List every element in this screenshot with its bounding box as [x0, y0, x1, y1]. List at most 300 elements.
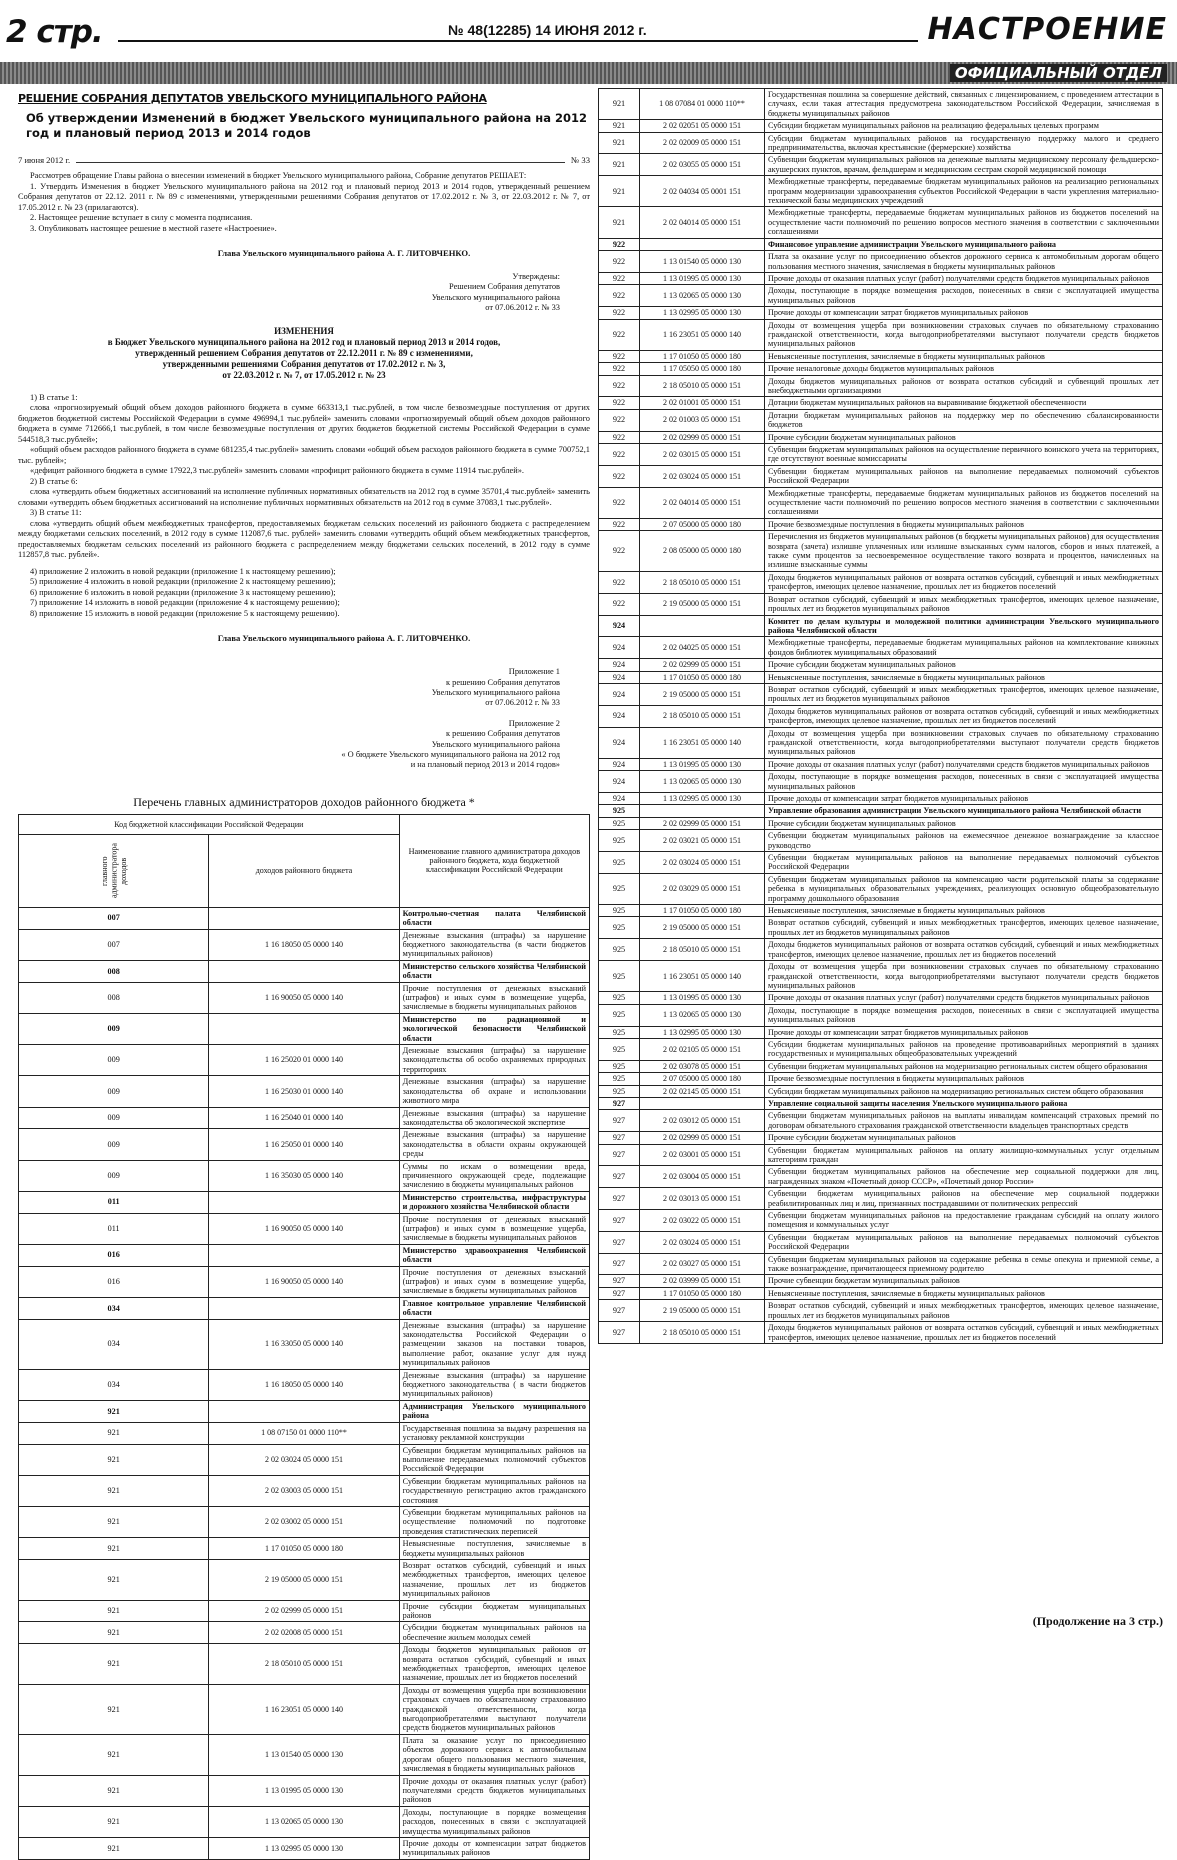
income-code-cell: 2 19 05000 05 0000 151 — [640, 1300, 765, 1322]
table-row — [599, 285, 1163, 307]
income-code-cell: 2 18 05010 05 0000 151 — [640, 571, 765, 593]
table-department-row — [19, 907, 590, 929]
administrators-list-title: Перечень главных администраторов доходов районного бюджета * — [133, 794, 475, 809]
income-code-cell: 1 13 01995 05 0000 130 — [640, 992, 765, 1004]
table-row — [599, 431, 1163, 443]
table-row — [599, 817, 1163, 829]
description-cell: Прочие безвозмездные поступления в бюджеты муниципальных районов — [765, 518, 1163, 530]
table-row — [599, 683, 1163, 705]
description-cell: Прочие доходы от компенсации затрат бюджетов муниципальных районов — [765, 1026, 1163, 1038]
table-row — [599, 207, 1163, 238]
table-row — [19, 929, 590, 960]
admin-code-cell: 921 — [19, 1444, 209, 1475]
description-cell: Доходы, поступающие в порядке возмещения расходов, понесенных в связи с эксплуатацией имущества муниципальных районов — [399, 1806, 589, 1837]
description-cell: Прочие доходы от оказания платных услуг (работ) получателями средств бюджетов муниципальных районов — [399, 1775, 589, 1806]
income-code-cell: 1 16 23051 05 0000 140 — [640, 961, 765, 992]
income-code-cell: 2 18 05010 05 0000 151 — [640, 939, 765, 961]
table-row — [19, 1622, 590, 1644]
table-row — [599, 1300, 1163, 1322]
approval-line: от 07.06.2012 г. № 33 — [485, 303, 560, 313]
description-cell: Прочие субсидии бюджетам муниципальных районов — [765, 431, 1163, 443]
income-code-cell: 2 02 04014 05 0000 151 — [640, 207, 765, 238]
income-code-cell: 1 16 33050 05 0000 140 — [209, 1319, 399, 1369]
admin-code-cell: 925 — [599, 905, 640, 917]
income-code-cell: 2 02 03012 05 0000 151 — [640, 1110, 765, 1132]
description-cell: Невыясненные поступления, зачисляемые в бюджеты муниципальных районов — [765, 350, 1163, 362]
admin-code-cell: 034 — [19, 1369, 209, 1400]
description-cell: Главное контрольное управление Челябинской области — [399, 1297, 589, 1319]
admin-code-cell: 925 — [599, 917, 640, 939]
income-code-cell: 1 17 01050 05 0000 180 — [640, 905, 765, 917]
header-name: Наименование главного администратора доходов районного бюджета, кода бюджетной классификации Российской Федерации — [399, 814, 589, 907]
description-cell: Прочие доходы от оказания платных услуг (работ) получателями средств бюджетов муниципальных районов — [765, 272, 1163, 284]
appendix-line: Приложение 2 — [508, 718, 560, 728]
description-cell: Субвенции бюджетам муниципальных районов на оплату жилищно-коммунальных услуг отдельным категориям граждан — [765, 1144, 1163, 1166]
description-cell: Субсидии бюджетам муниципальных районов на обеспечение жильем молодых семей — [399, 1622, 589, 1644]
description-cell: Прочие субсидии бюджетам муниципальных районов — [765, 659, 1163, 671]
description-cell: Межбюджетные трансферты, передаваемые бюджетам муниципальных районов на реализацию региональных программ модернизации здравоохранения субъектов Российской Федерации в части укрепления материально-технической базы медицинских учреждений — [765, 176, 1163, 207]
description-cell: Доходы, поступающие в порядке возмещения расходов, понесенных в связи с эксплуатацией имущества муниципальных районов — [765, 771, 1163, 793]
description-cell: Возврат остатков субсидий, субвенций и иных межбюджетных трансфертов, имеющих целевое назначение, прошлых лет из бюджетов муниципальных районов — [765, 683, 1163, 705]
table-row — [19, 1559, 590, 1600]
admin-code-cell: 922 — [599, 375, 640, 397]
income-code-cell: 1 16 25040 01 0000 140 — [209, 1107, 399, 1129]
income-code-cell: 2 02 03022 05 0000 151 — [640, 1210, 765, 1232]
description-cell: Доходы бюджетов муниципальных районов от возврата остатков субсидий, субвенций и иных межбюджетных трансфертов, имеющих целевое назначение, прошлых лет из бюджетов поселений — [765, 1322, 1163, 1344]
table-department-row — [19, 1400, 590, 1422]
admin-code-cell: 921 — [599, 154, 640, 176]
admin-code-cell: 927 — [599, 1275, 640, 1287]
admin-code-cell: 922 — [599, 251, 640, 273]
description-cell: Доходы от возмещения ущерба при возникновении страховых случаев по обязательному страхованию гражданской ответственности, когда выгодоприобретателями выступают получатели средств бюджетов муниципальных районов — [765, 727, 1163, 758]
table-row — [19, 1369, 590, 1400]
table-department-row — [19, 1013, 590, 1044]
description-cell: Прочие неналоговые доходы бюджетов муниципальных районов — [765, 363, 1163, 375]
income-code-cell: 2 02 03002 05 0000 151 — [209, 1506, 399, 1537]
income-code-cell: 2 02 03055 05 0000 151 — [640, 154, 765, 176]
admin-code-cell: 925 — [599, 992, 640, 1004]
admin-code-cell: 924 — [599, 793, 640, 805]
income-code-cell: 1 16 35030 05 0000 140 — [209, 1160, 399, 1191]
description-cell: Прочие безвозмездные поступления в бюджеты муниципальных районов — [765, 1073, 1163, 1085]
admin-code-cell: 009 — [19, 1076, 209, 1107]
income-code-cell — [640, 238, 765, 250]
admin-code-cell: 922 — [599, 350, 640, 362]
table-department-row — [599, 615, 1163, 637]
income-code-cell: 1 13 01995 05 0000 130 — [640, 272, 765, 284]
description-cell: Комитет по делам культуры и молодежной политики администрации Увельского муниципального района Челябинской области — [765, 615, 1163, 637]
table-row — [599, 120, 1163, 132]
changes-subheading: в Бюджет Увельского муниципального района на 2012 год и плановый период 2013 и 2014 годов, утвержденный решением Собрания депутатов от 22.12.2011 г. № 89 с изменениями, утвержденными решениями Собрания депутатов от 17.02.2012 г. № 3, от 22.03.2012 г. № 7, от 17.05.2012 г. № 23 — [107, 336, 501, 380]
table-row — [19, 1600, 590, 1622]
table-row — [19, 982, 590, 1013]
table-row — [599, 593, 1163, 615]
table-row — [599, 1073, 1163, 1085]
admin-code-cell: 927 — [599, 1097, 640, 1109]
admin-code-cell: 008 — [19, 960, 209, 982]
table-row — [19, 1837, 590, 1859]
issue-line: № 48(12285) 14 ИЮНЯ 2012 г. — [448, 22, 647, 38]
description-cell: Денежные взыскания (штрафы) за нарушение законодательства об особо охраняемых природных территориях — [399, 1045, 589, 1076]
income-code-cell: 1 13 02065 05 0000 130 — [640, 1004, 765, 1026]
admin-code-cell: 925 — [599, 939, 640, 961]
table-row — [599, 659, 1163, 671]
description-cell: Доходы бюджетов муниципальных районов от возврата остатков субсидий, субвенций и иных межбюджетных трансфертов, имеющих целевое назначение, прошлых лет из бюджетов поселений — [765, 571, 1163, 593]
income-code-cell: 1 16 18050 05 0000 140 — [209, 1369, 399, 1400]
description-cell: Прочие доходы от оказания платных услуг (работ) получателями средств бюджетов муниципальных районов — [765, 758, 1163, 770]
description-cell: Денежные взыскания (штрафы) за нарушение законодательства об экологической экспертизе — [399, 1107, 589, 1129]
admin-code-cell: 925 — [599, 817, 640, 829]
description-cell: Субвенции бюджетам муниципальных районов на государственную регистрацию актов гражданского состояния — [399, 1475, 589, 1506]
appendix-line: « О бюджете Увельского муниципального района на 2012 год — [341, 749, 560, 759]
appendix-line: к решению Собрания депутатов — [446, 677, 560, 687]
changes-paragraph: 1) В статье 1: — [30, 392, 78, 402]
admin-code-cell: 921 — [19, 1600, 209, 1622]
income-code-cell: 1 16 18050 05 0000 140 — [209, 929, 399, 960]
description-cell: Возврат остатков субсидий, субвенций и иных межбюджетных трансфертов, имеющих целевое назначение, прошлых лет из бюджетов муниципальных районов — [765, 917, 1163, 939]
admin-code-cell: 924 — [599, 771, 640, 793]
description-cell: Прочие субвенции бюджетам муниципальных районов — [765, 1275, 1163, 1287]
table-row — [599, 251, 1163, 273]
description-cell: Субвенции бюджетам муниципальных районов на обеспечение мер социальной поддержки для лиц, награжденных знаком «Почетный донор СССР», «Почетный донор России» — [765, 1166, 1163, 1188]
description-cell: Субвенции бюджетам муниципальных районов на выполнение передаваемых полномочий субъектов Российской Федерации — [399, 1444, 589, 1475]
table-row — [599, 465, 1163, 487]
changes-paragraph: «дефицит районного бюджета в сумме 17922,3 тыс.рублей» заменить словами «профицит районного бюджета в сумме 11914 тыс.рублей». — [30, 466, 525, 476]
description-cell: Субвенции бюджетам муниципальных районов на модернизацию региональных систем общего образования — [765, 1060, 1163, 1072]
description-cell: Субсидии бюджетам муниципальных районов на реализацию федеральных целевых программ — [765, 120, 1163, 132]
header-code-group: Код бюджетной классификации Российской Федерации — [19, 814, 400, 834]
income-code-cell: 2 18 05010 05 0000 151 — [640, 1322, 765, 1344]
table-row — [599, 830, 1163, 852]
table-row — [599, 939, 1163, 961]
admin-code-cell: 922 — [599, 307, 640, 319]
table-row — [599, 1026, 1163, 1038]
admin-code-cell: 927 — [599, 1210, 640, 1232]
income-code-cell: 2 02 03013 05 0000 151 — [640, 1188, 765, 1210]
appendix-1-block — [18, 667, 560, 709]
table-row — [599, 409, 1163, 431]
income-code-cell: 2 02 03027 05 0000 151 — [640, 1253, 765, 1275]
description-cell: Доходы от возмещения ущерба при возникновении страховых случаев по обязательному страхованию гражданской ответственности, когда выгодоприобретателями выступают получатели средств бюджетов муниципальных районов — [399, 1684, 589, 1734]
table-row — [599, 319, 1163, 350]
description-cell: Доходы от возмещения ущерба при возникновении страховых случаев по обязательному страхованию гражданской ответственности, когда выгодоприобретателями выступают получатели средств бюджетов муниципальных районов — [765, 319, 1163, 350]
table-row — [599, 1210, 1163, 1232]
description-cell: Доходы, поступающие в порядке возмещения расходов, понесенных в связи с эксплуатацией имущества муниципальных районов — [765, 1004, 1163, 1026]
description-cell: Прочие доходы от компенсации затрат бюджетов муниципальных районов — [765, 307, 1163, 319]
description-cell: Контрольно-счетная палата Челябинской области — [399, 907, 589, 929]
admin-code-cell: 927 — [599, 1231, 640, 1253]
admin-code-cell: 009 — [19, 1107, 209, 1129]
income-code-cell: 1 16 90050 05 0000 140 — [209, 1266, 399, 1297]
income-code-cell: 1 16 25020 01 0000 140 — [209, 1045, 399, 1076]
appendix-line: Увельского муниципального района — [431, 687, 560, 697]
income-code-cell — [209, 1191, 399, 1213]
description-cell: Субвенции бюджетам муниципальных районов на осуществление первичного воинского учета на территориях, где отсутствуют военные комиссариаты — [765, 444, 1163, 466]
table-department-row — [19, 1191, 590, 1213]
income-code-cell: 2 02 02145 05 0000 151 — [640, 1085, 765, 1097]
income-code-cell — [209, 1013, 399, 1044]
table-row — [599, 917, 1163, 939]
table-row — [599, 350, 1163, 362]
table-department-row — [599, 238, 1163, 250]
admin-code-cell: 007 — [19, 907, 209, 929]
admin-code-cell: 009 — [19, 1013, 209, 1044]
admin-code-cell: 922 — [599, 593, 640, 615]
description-cell: Прочие доходы от оказания платных услуг (работ) получателями средств бюджетов муниципальных районов — [765, 992, 1163, 1004]
table-row — [19, 1538, 590, 1560]
income-code-cell: 1 17 01050 05 0000 180 — [640, 1287, 765, 1299]
income-code-cell: 1 17 01050 05 0000 180 — [640, 671, 765, 683]
header-admin-code: главного администратора доходов — [99, 843, 128, 899]
description-cell: Доходы, поступающие в порядке возмещения расходов, понесенных в связи с эксплуатацией имущества муниципальных районов — [765, 285, 1163, 307]
income-code-cell: 2 02 04034 05 0001 151 — [640, 176, 765, 207]
table-row — [19, 1684, 590, 1734]
admin-code-cell: 924 — [599, 683, 640, 705]
table-row — [19, 1734, 590, 1775]
description-cell: Дотации бюджетам муниципальных районов на выравнивание бюджетной обеспеченности — [765, 397, 1163, 409]
changes-paragraph: 5) приложение 4 изложить в новой редакции (приложение 2 к настоящему решению); — [30, 577, 336, 587]
table-row — [599, 771, 1163, 793]
table-row — [19, 1475, 590, 1506]
income-code-cell: 1 13 02065 05 0000 130 — [209, 1806, 399, 1837]
admin-code-cell: 925 — [599, 852, 640, 874]
table-row — [599, 727, 1163, 758]
description-cell: Субвенции бюджетам муниципальных районов на обеспечение мер социальной поддержки реабилитированных лиц и лиц, признанных пострадавшими от политических репрессий — [765, 1188, 1163, 1210]
description-cell: Министерство здравоохранения Челябинской области — [399, 1244, 589, 1266]
description-cell: Денежные взыскания (штрафы) за нарушение законодательства Российской Федерации о размещении заказов на поставки товаров, выполнение работ, оказание услуг для нужд муниципальных районов — [399, 1319, 589, 1369]
masthead-rule — [118, 40, 918, 42]
admin-code-cell: 927 — [599, 1253, 640, 1275]
income-code-cell: 2 02 04025 05 0000 151 — [640, 637, 765, 659]
description-cell: Министерство сельского хозяйства Челябинской области — [399, 960, 589, 982]
changes-paragraph: 7) приложение 14 изложить в новой редакции (приложение 4 к настоящему решению); — [30, 598, 340, 608]
table-row — [599, 1004, 1163, 1026]
admin-code-cell: 925 — [599, 873, 640, 904]
admin-code-cell: 925 — [599, 961, 640, 992]
table-department-row — [19, 1244, 590, 1266]
income-code-cell: 2 02 03078 05 0000 151 — [640, 1060, 765, 1072]
admin-code-cell: 016 — [19, 1266, 209, 1297]
admin-code-cell: 921 — [599, 207, 640, 238]
admin-code-cell: 925 — [599, 1026, 640, 1038]
income-code-cell: 2 02 02999 05 0000 151 — [209, 1600, 399, 1622]
description-cell: Межбюджетные трансферты, передаваемые бюджетам муниципальных районов из бюджетов поселений на осуществление части полномочий по решению вопросов местного значения в соответствии с заключенными соглашениями — [765, 487, 1163, 518]
admin-code-cell: 921 — [19, 1422, 209, 1444]
income-code-cell: 2 08 05000 05 0000 180 — [640, 531, 765, 572]
admin-code-cell: 922 — [599, 272, 640, 284]
description-cell: Прочие поступления от денежных взысканий (штрафов) и иных сумм в возмещение ущерба, зачисляемые в бюджеты муниципальных районов — [399, 982, 589, 1013]
description-cell: Субвенции бюджетам муниципальных районов на ежемесячное денежное вознаграждение за классное руководство — [765, 830, 1163, 852]
decision-dateline — [18, 155, 590, 165]
admin-code-cell: 922 — [599, 431, 640, 443]
admin-code-cell: 921 — [19, 1400, 209, 1422]
table-row — [19, 1129, 590, 1160]
income-code-cell: 1 16 25030 01 0000 140 — [209, 1076, 399, 1107]
appendix-line: от 07.06.2012 г. № 33 — [485, 698, 560, 708]
income-code-cell: 2 02 03999 05 0000 151 — [640, 1275, 765, 1287]
description-cell: Плата за оказание услуг по присоединению объектов дорожного сервиса к автомобильным дорогам общего пользования местного значения, зачисляемая в бюджеты муниципальных районов — [765, 251, 1163, 273]
table-row — [599, 992, 1163, 1004]
table-department-row — [19, 1297, 590, 1319]
income-code-cell — [209, 1400, 399, 1422]
admin-code-cell: 921 — [19, 1644, 209, 1685]
table-row — [599, 1253, 1163, 1275]
income-code-cell: 2 19 05000 05 0000 151 — [640, 683, 765, 705]
admin-code-cell: 922 — [599, 571, 640, 593]
admin-code-cell: 921 — [19, 1559, 209, 1600]
table-row — [19, 1266, 590, 1297]
appendix-line: и на плановый период 2013 и 2014 годов» — [410, 760, 560, 770]
income-code-cell: 1 13 01540 05 0000 130 — [640, 251, 765, 273]
changes-paragraph: слова «утвердить объем бюджетных ассигнований на исполнение публичных нормативных обязательств на 2012 год в сумме 35701,4 тыс.рублей» заменить словами «утвердить объем бюджетных ассигнований на исполнение публичных нормативных обязательств на 2012 год в сумме 37083,1 тыс.рублей». — [18, 487, 590, 507]
right-column — [598, 88, 1163, 1610]
income-code-cell: 2 18 05010 05 0000 151 — [640, 375, 765, 397]
admin-code-cell: 922 — [599, 487, 640, 518]
income-code-cell — [209, 960, 399, 982]
income-code-cell: 2 02 02999 05 0000 151 — [640, 431, 765, 443]
administrators-table-right — [598, 88, 1163, 1344]
decision-paragraph: 3. Опубликовать настоящее решение в местной газете «Настроение». — [30, 223, 277, 233]
admin-code-cell: 927 — [599, 1287, 640, 1299]
admin-code-cell: 921 — [19, 1538, 209, 1560]
income-code-cell: 1 16 90050 05 0000 140 — [209, 1213, 399, 1244]
description-cell: Денежные взыскания (штрафы) за нарушение законодательства об охране и использовании животного мира — [399, 1076, 589, 1107]
table-row — [19, 1506, 590, 1537]
income-code-cell: 2 02 03004 05 0000 151 — [640, 1166, 765, 1188]
income-code-cell: 1 13 01995 05 0000 130 — [209, 1775, 399, 1806]
changes-paragraph: 4) приложение 2 изложить в новой редакции (приложение 1 к настоящему решению); — [30, 566, 336, 576]
description-cell: Доходы бюджетов муниципальных районов от возврата остатков субсидий и субвенций прошлых лет внебюджетными организациями — [765, 375, 1163, 397]
admin-code-cell: 924 — [599, 659, 640, 671]
income-code-cell: 2 02 02999 05 0000 151 — [640, 817, 765, 829]
description-cell: Субсидии бюджетам муниципальных районов на модернизацию региональных систем общего образования — [765, 1085, 1163, 1097]
description-cell: Субвенции бюджетам муниципальных районов на осуществление полномочий по подготовке проведения статистических переписей — [399, 1506, 589, 1537]
income-code-cell: 2 18 05010 05 0000 151 — [640, 705, 765, 727]
table-row — [599, 397, 1163, 409]
income-code-cell: 2 02 03024 05 0000 151 — [640, 852, 765, 874]
admin-code-cell: 922 — [599, 409, 640, 431]
table-row — [599, 531, 1163, 572]
table-row — [599, 132, 1163, 154]
admin-code-cell: 924 — [599, 758, 640, 770]
table-row — [599, 705, 1163, 727]
table-row — [599, 1085, 1163, 1097]
admin-code-cell: 921 — [19, 1734, 209, 1775]
description-cell: Министерство по радиационной и экологической безопасности Челябинской области — [399, 1013, 589, 1044]
table-row — [599, 1188, 1163, 1210]
description-cell: Министерство строительства, инфраструктуры и дорожного хозяйства Челябинской области — [399, 1191, 589, 1213]
table-row — [599, 1287, 1163, 1299]
admin-code-cell: 922 — [599, 531, 640, 572]
table-row — [599, 176, 1163, 207]
admin-code-cell: 924 — [599, 705, 640, 727]
admin-code-cell: 009 — [19, 1129, 209, 1160]
income-code-cell: 1 16 90050 05 0000 140 — [209, 982, 399, 1013]
income-code-cell: 2 02 02008 05 0000 151 — [209, 1622, 399, 1644]
admin-code-cell: 034 — [19, 1297, 209, 1319]
admin-code-cell: 927 — [599, 1132, 640, 1144]
description-cell: Прочие поступления от денежных взысканий (штрафов) и иных сумм в возмещение ущерба, зачисляемые в бюджеты муниципальных районов — [399, 1266, 589, 1297]
income-code-cell: 2 19 05000 05 0000 151 — [640, 593, 765, 615]
table-row — [599, 873, 1163, 904]
income-code-cell: 2 19 05000 05 0000 151 — [209, 1559, 399, 1600]
income-code-cell: 1 13 02065 05 0000 130 — [640, 771, 765, 793]
table-row — [19, 1160, 590, 1191]
income-code-cell: 1 16 23051 05 0000 140 — [209, 1684, 399, 1734]
income-code-cell: 2 02 04014 05 0000 151 — [640, 487, 765, 518]
income-code-cell: 2 02 02999 05 0000 151 — [640, 659, 765, 671]
income-code-cell — [640, 615, 765, 637]
table-row — [19, 1213, 590, 1244]
income-code-cell: 2 07 05000 05 0000 180 — [640, 1073, 765, 1085]
description-cell: Доходы бюджетов муниципальных районов от возврата остатков субсидий, субвенций и иных межбюджетных трансфертов, имеющих целевое назначение, прошлых лет из бюджетов поселений — [765, 939, 1163, 961]
admin-code-cell: 009 — [19, 1160, 209, 1191]
admin-code-cell: 925 — [599, 830, 640, 852]
income-code-cell: 2 02 01001 05 0000 151 — [640, 397, 765, 409]
admin-code-cell: 922 — [599, 363, 640, 375]
changes-paragraph: слова «утвердить общий объем межбюджетных трансфертов, предоставляемых бюджетам сельских поселений из районного бюджета с распределением между бюджетами сельских поселений, в 2012 году в сумме 112087,6 тыс. рублей» заменить словами «утвердить общий объем межбюджетных трансфертов, предоставляемых бюджетам сельских поселений из районного бюджета с распределением между бюджетами сельских поселений, в 2012 году в сумме 112857,8 тыс. рублей». — [18, 518, 590, 560]
description-cell: Государственная пошлина за выдачу разрешения на установку рекламной конструкции — [399, 1422, 589, 1444]
changes-body — [18, 393, 590, 620]
description-cell: Плата за оказание услуг по присоединению объектов дорожного сервиса к автомобильным дорогам общего пользования местного значения, зачисляемая в бюджеты муниципальных районов — [399, 1734, 589, 1775]
appendix-line: Приложение 1 — [508, 667, 560, 677]
table-department-row — [19, 960, 590, 982]
admin-code-cell: 921 — [19, 1806, 209, 1837]
admin-code-cell: 924 — [599, 671, 640, 683]
changes-paragraph: 6) приложение 6 изложить в новой редакции (приложение 3 к настоящему решению); — [30, 587, 336, 597]
income-code-cell: 2 02 03029 05 0000 151 — [640, 873, 765, 904]
description-cell: Возврат остатков субсидий, субвенций и иных межбюджетных трансфертов, имеющих целевое назначение, прошлых лет из бюджетов муниципальных районов — [765, 593, 1163, 615]
admin-code-cell: 927 — [599, 1188, 640, 1210]
admin-code-cell: 925 — [599, 1060, 640, 1072]
table-row — [599, 1166, 1163, 1188]
admin-code-cell: 921 — [19, 1684, 209, 1734]
admin-code-cell: 921 — [19, 1837, 209, 1859]
description-cell: Дотации бюджетам муниципальных районов на поддержку мер по обеспечению сбалансированности бюджетов — [765, 409, 1163, 431]
income-code-cell: 1 17 01050 05 0000 180 — [640, 350, 765, 362]
description-cell: Доходы бюджетов муниципальных районов от возврата остатков субсидий, субвенций и иных межбюджетных трансфертов, имеющих целевое назначение, прошлых лет из бюджетов поселений — [765, 705, 1163, 727]
income-code-cell — [209, 907, 399, 929]
table-row — [599, 758, 1163, 770]
description-cell: Субвенции бюджетам муниципальных районов на выполнение передаваемых полномочий субъектов Российской Федерации — [765, 465, 1163, 487]
table-row — [599, 154, 1163, 176]
table-row — [599, 1038, 1163, 1060]
header-income-code: доходов районного бюджета — [209, 834, 399, 907]
income-code-cell: 1 13 02995 05 0000 130 — [640, 307, 765, 319]
admin-code-cell: 925 — [599, 1038, 640, 1060]
description-cell: Субсидии бюджетам муниципальных районов на проведение противоаварийных мероприятий в зданиях государственных и муниципальных общеобразовательных учреждений — [765, 1038, 1163, 1060]
income-code-cell: 2 19 05000 05 0000 151 — [640, 917, 765, 939]
description-cell: Доходы от возмещения ущерба при возникновении страховых случаев по обязательному страхованию гражданской ответственности, когда выгодоприобретателями выступают получатели средств бюджетов муниципальных районов — [765, 961, 1163, 992]
description-cell: Прочие поступления от денежных взысканий (штрафов) и иных сумм в возмещение ущерба, зачисляемые в бюджеты муниципальных районов — [399, 1213, 589, 1244]
table-row — [599, 1322, 1163, 1344]
income-code-cell: 1 13 01540 05 0000 130 — [209, 1734, 399, 1775]
table-row — [599, 375, 1163, 397]
table-row — [599, 637, 1163, 659]
admin-code-cell: 922 — [599, 238, 640, 250]
admin-code-cell: 922 — [599, 444, 640, 466]
income-code-cell: 1 16 25050 01 0000 140 — [209, 1129, 399, 1160]
income-code-cell: 2 18 05010 05 0000 151 — [209, 1644, 399, 1685]
approval-line: Увельского муниципального района — [431, 292, 560, 302]
admin-code-cell: 009 — [19, 1045, 209, 1076]
income-code-cell: 2 02 03024 05 0000 151 — [640, 465, 765, 487]
table-row — [19, 1319, 590, 1369]
description-cell: Администрация Увельского муниципального района — [399, 1400, 589, 1422]
income-code-cell: 1 13 02995 05 0000 130 — [640, 793, 765, 805]
decision-title: Об утверждении Изменений в бюджет Увельского муниципального района на 2012 год и плановый период 2013 и 2014 годов — [26, 111, 587, 140]
income-code-cell: 1 16 23051 05 0000 140 — [640, 319, 765, 350]
